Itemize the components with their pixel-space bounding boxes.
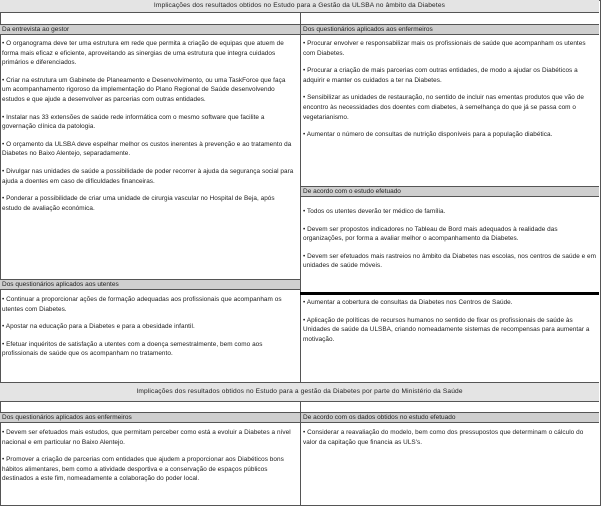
s2-right-cell (303, 428, 597, 504)
s2-left-header (0, 412, 300, 423)
list-item: • Apostar na educação para a Diabetes e para a obesidade infantil. (2, 323, 195, 331)
list-item: • Promover a criação de parcerias com entidades que ajudem a proporcionar aos Diabéticos bons hábitos alimentares, bem como a atividade desportiva e a conservação de espaços públicos destinados a este fim, nomeadamente a colaboração do poder local. (2, 456, 284, 483)
thick-separator (300, 292, 599, 295)
section2-title (0, 382, 599, 402)
list-item: • Aumentar a cobertura de consultas da Diabetes nos Centros de Saúde. (303, 299, 513, 306)
right-header-enfermeiros-text: Dos questionários aplicados aos enfermeiros (303, 26, 433, 33)
list-item: • O organograma deve ter uma estrutura em rede que permita a criação de equipas que atuem de forma mais eficaz e eficiente, aproveitando as sinergias de uma estrutura que integra cuidados primários e diferenciados. (2, 40, 284, 67)
left-header-gestor (0, 24, 300, 35)
s2-right-header-text: De acordo com os dados obtidos no estudo efetuado (303, 414, 456, 421)
list-item: • Ponderar a possibilidade de criar uma unidade de cirurgia vascular no Hospital de Beja, após estudo de avaliação económica. (2, 195, 275, 212)
list-item: • Efetuar inquéritos de satisfação a utentes com a doença semestralmente, bem como aos profissionais de saúde que os acompanham no tratamento. (2, 340, 263, 358)
right-cell-estudo (303, 207, 597, 291)
right-header-enfermeiros (301, 24, 599, 35)
left-cell-gestor (2, 39, 294, 275)
left-header-utentes-text: Dos questionários aplicados aos utentes (2, 281, 119, 288)
right-header-estudo-text: De acordo com o estudo efetuado (303, 188, 401, 195)
list-item: • Procurar envolver e responsabilizar mais os profissionais de saúde que acompanham os utentes com Diabetes. (303, 40, 586, 57)
s2-left-cell (2, 428, 294, 504)
list-item: • Procurar a criação de mais parcerias com outras entidades, de modo a ajudar os Diabéticos a adquirir e manter os cuidados a ter na Diabetes. (303, 67, 578, 84)
list-item: • Devem ser propostos indicadores no Tableau de Bord mais adequados à realidade das organizações, por forma a avaliar melhor o acompanhamento da Diabetes. (303, 225, 558, 243)
list-item: • Aplicação de políticas de recursos humanos no sentido de fixar os profissionais de saúde às Unidades de saúde da ULSBA, criando nomeadamente sistemas de recompensas para aumentar a motivação. (303, 316, 590, 343)
left-header-gestor-text: Da entrevista ao gestor (2, 26, 70, 33)
list-item: • Devem ser efetuados mais rastreios no âmbito da Diabetes nas escolas, nos centros de saúde e em unidades de saúde móveis. (303, 252, 597, 270)
right-header-estudo (301, 186, 599, 197)
column-divider (300, 12, 301, 382)
left-header-utentes (0, 279, 300, 290)
list-item: • Todos os utentes deverão ter médico de família. (303, 208, 446, 215)
section2-title-text: Implicações dos resultados obtidos no Estudo para a gestão da Diabetes por parte do Ministério da Saúde (136, 388, 463, 395)
list-item: • Divulgar nas unidades de saúde a possibilidade de poder recorrer à ajuda da segurança social para ajuda a doentes em caso de dificuldades financeiras. (2, 167, 294, 185)
list-item: • Sensibilizar as unidades de restauração, no sentido de incluir nas ementas produtos que vão de encontro às necessidades dos doentes com diabetes, à semelhança do que já se passa com o vegetarianismo. (303, 94, 584, 121)
right-cell-more (303, 298, 597, 381)
list-item: • Continuar a proporcionar ações de formação adequadas aos profissionais que acompanham os utentes com Diabetes. (2, 296, 282, 313)
list-item: • O orçamento da ULSBA deve espelhar melhor os custos inerentes à prevenção e ao tratamento da Diabetes no Baixo Alentejo, separadamente. (2, 140, 292, 158)
list-item: • Devem ser efetuados mais estudos, que permitam perceber como está a evoluir a Diabetes a nível nacional e em particular no Baixo Alentejo. (2, 429, 291, 446)
s2-left-header-text: Dos questionários aplicados aos enfermeiros (2, 414, 132, 421)
right-cell-enfermeiros (303, 39, 597, 184)
list-item: • Aumentar o número de consultas de nutrição disponíveis para a população diabética. (303, 131, 553, 139)
left-cell-utentes (2, 295, 294, 381)
section1-title-text: Implicações dos resultados obtidos no Estudo para a Gestão da ULSBA no âmbito da Diabetes (153, 2, 446, 9)
list-item: • Considerar a reavaliação do modelo, bem como dos pressupostos que determinam o cálculo do valor da capitação que financia as ULS's. (303, 429, 584, 446)
s2-right-header (301, 412, 599, 423)
list-item: • Instalar nas 33 extensões de saúde rede informática com o mesmo software que facilite a governação clínica da patologia. (2, 113, 265, 131)
list-item: • Criar na estrutura um Gabinete de Planeamento e Desenvolvimento, ou uma TaskForce que faça um acompanhamento rigoroso da implementação do Plano Regional de Saúde desenvolvendo estudos e que ajude a desenvolver as parcerias com outras entidades. (2, 76, 286, 103)
